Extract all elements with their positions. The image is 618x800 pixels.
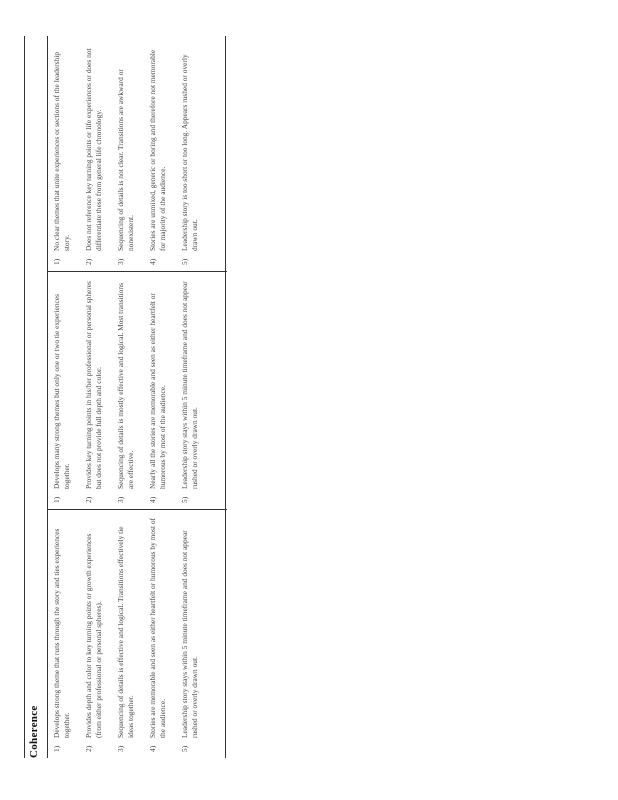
list-item: [116, 278, 135, 503]
item-text: Leadership story is too short or too long. Appears rushed or overly drawn out.: [180, 54, 199, 251]
item-number: 1): [52, 258, 61, 265]
item-number: 3): [116, 745, 125, 752]
item-text: Does not reference key turning points or life experiences or does not differentiate these from general life chronology.: [84, 48, 103, 251]
list-item: [84, 278, 103, 503]
item-number: 5): [180, 258, 189, 265]
item-text: Stories are unmixed, generic or boring and therefore not memorable for majority of the audience.: [148, 49, 167, 251]
item-text: Sequencing of details is effective and logical. Transitions effectively tie ideas together.: [116, 526, 135, 738]
list-item: [116, 42, 135, 265]
item-number: 2): [84, 258, 93, 265]
item-number: 2): [84, 496, 93, 503]
item-text: Develops strong theme that runs through the story and ties experiences together.: [52, 528, 71, 738]
list-item: [84, 42, 103, 265]
item-text: Nearly all the stories are memorable and seen as either heartfelt or humorous by most of the audience.: [148, 293, 167, 489]
list-item: [52, 278, 71, 503]
list-item: [180, 516, 199, 752]
list-item: [148, 516, 167, 752]
item-number: 1): [52, 496, 61, 503]
item-number: 1): [52, 745, 61, 752]
item-text: Sequencing of details is mostly effective and logical. Most transitions are effective.: [116, 283, 135, 489]
rubric-table: [24, 36, 226, 758]
list-item: [84, 516, 103, 752]
list-item: [116, 516, 135, 752]
rubric-columns: [47, 36, 227, 758]
item-number: 4): [148, 496, 157, 503]
item-text: Provides depth and color to key turning points or growth experiences (from either professional or personal spheres).: [84, 533, 103, 738]
item-number: 5): [180, 496, 189, 503]
list-item: [52, 516, 71, 752]
item-number: 4): [148, 258, 157, 265]
list-item: [148, 278, 167, 503]
rubric-column-1: [48, 510, 227, 758]
rubric-column-3: [48, 36, 227, 272]
rubric-column-2: [48, 272, 227, 510]
item-text: No clear themes that unite experiences or sections of the leadership story.: [52, 51, 71, 251]
list-item: [52, 42, 71, 265]
item-text: Leadership story stays within 5 minute timeframe and does not appear rushed or overly drawn out.: [180, 530, 199, 738]
item-number: 3): [116, 258, 125, 265]
rotated-rubric-table: [24, 36, 226, 758]
list-item: [148, 42, 167, 265]
item-number: 4): [148, 745, 157, 752]
item-text: Stories are memorable and seen as either heartfelt or humorous by most of the audience.: [148, 517, 167, 738]
table-header-row: [25, 36, 47, 758]
section-label: Coherence: [28, 705, 40, 758]
item-number: 3): [116, 496, 125, 503]
list-item: [180, 278, 199, 503]
item-number: 2): [84, 745, 93, 752]
item-number: 5): [180, 745, 189, 752]
list-item: [180, 42, 199, 265]
item-text: Sequencing of details is not clear. Transitions are awkward or nonexistent.: [116, 69, 135, 251]
item-text: Develops many strong themes but only one or two tie experiences together.: [52, 294, 71, 489]
item-text: Leadership story stays within 5 minute timeframe and does not appear rushed or overly drawn out.: [180, 281, 199, 489]
item-text: Provides key turning points in his/her professional or personal spheres but does not provide full depth and color.: [84, 281, 103, 489]
